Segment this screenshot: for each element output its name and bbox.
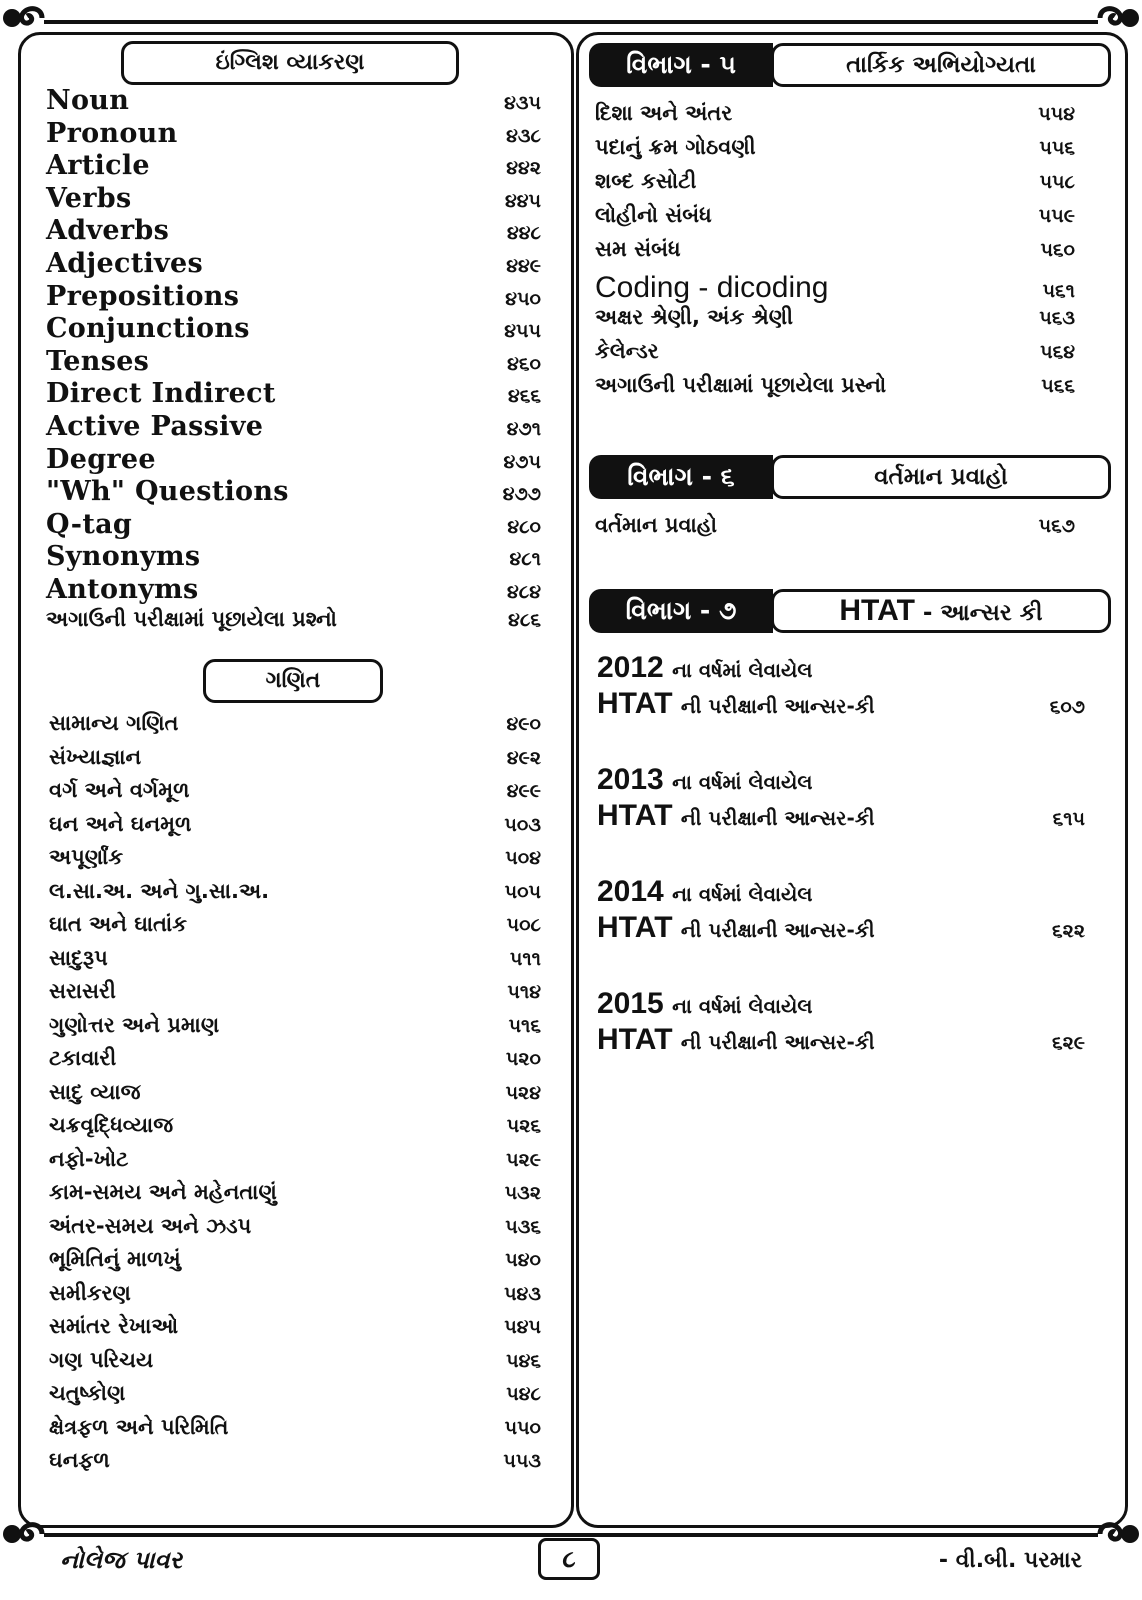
toc-entry-page: ૫૪૫ <box>504 1316 541 1338</box>
toc-entry-label: વર્ગ અને વર્ગમૂળ <box>49 778 190 802</box>
toc-entry-label: ચક્રવૃદ્ધિવ્યાજ <box>49 1113 174 1137</box>
section6-header <box>589 455 1111 499</box>
toc-row <box>46 248 541 281</box>
toc-entry-label: ઘનફળ <box>49 1448 110 1472</box>
section6-tag: વિભાગ - ૬ <box>589 455 773 499</box>
toc-entry-page: ૫૦૩ <box>504 813 541 836</box>
section7-name <box>771 589 1111 633</box>
toc-row <box>49 1314 541 1348</box>
section7-header <box>589 589 1111 633</box>
toc-entry-page: ૪૯૨ <box>506 746 541 769</box>
toc-entry-page: ૫૫૪ <box>1038 103 1075 125</box>
answer-key-line2-left <box>597 911 875 945</box>
toc-entry-page: ૪૭૧ <box>506 418 541 440</box>
toc-entry-label: કામ-સમય અને મહેનતાણું <box>49 1180 277 1204</box>
toc-entry-page: ૪૫૦ <box>505 287 541 310</box>
toc-row <box>46 541 541 574</box>
answer-key-brand: HTAT <box>597 687 673 720</box>
toc-entry-page: ૪૮૦ <box>507 515 541 538</box>
toc-row <box>49 946 541 980</box>
answer-key-entry <box>597 651 1085 723</box>
section5-tag: વિભાગ - ૫ <box>589 43 773 87</box>
toc-row <box>595 513 1075 547</box>
answer-key-line1-text: ના વર્ષમાં લેવાયેલ <box>672 658 813 682</box>
toc-row <box>46 281 541 314</box>
answer-key-line2-text: ની પરીક્ષાની આન્સર-કી <box>680 918 875 942</box>
toc-row <box>49 1448 541 1482</box>
toc-entry-label: Prepositions <box>46 280 240 312</box>
toc-entry-page: ૫૨૬ <box>506 1115 541 1137</box>
toc-row <box>46 444 541 477</box>
section7-name-brand: HTAT <box>839 594 915 627</box>
toc-entry-page: ૪૭૫ <box>503 450 541 473</box>
toc-entry-label: દિશા અને અંતર <box>595 101 733 125</box>
toc-entry-page: ૪૪૯ <box>506 255 541 277</box>
toc-entry-label: સમાંતર રેખાઓ <box>49 1314 179 1338</box>
toc-entry-page: ૫૬૬ <box>1041 375 1075 397</box>
answer-key-entry <box>597 875 1085 947</box>
answer-key-page: ૬૨૨ <box>1052 920 1085 942</box>
toc-entry-page: ૫૦૪ <box>505 847 541 869</box>
toc-entry-label: ગુણોત્તર અને પ્રમાણ <box>49 1012 220 1037</box>
toc-row <box>49 912 541 946</box>
answer-key-year: 2013 <box>597 763 664 796</box>
toc-row <box>49 1247 541 1281</box>
answer-key-brand: HTAT <box>597 799 673 832</box>
answer-key-line2 <box>597 799 1085 835</box>
toc-row <box>595 135 1075 169</box>
toc-entry-page: ૫૫૩ <box>503 1450 541 1472</box>
toc-entry-label: Coding - dicoding <box>595 271 829 304</box>
toc-row <box>49 1281 541 1315</box>
toc-entry-page: ૫૬૩ <box>1039 307 1075 329</box>
toc-entry-page: ૪૮૪ <box>506 581 541 603</box>
toc-entry-label: પદાનું ક્રમ ગોઠવણી <box>595 135 756 159</box>
toc-row <box>595 339 1075 373</box>
bottom-rule <box>44 1533 1098 1537</box>
toc-row <box>46 118 541 151</box>
answer-key-line1-text: ના વર્ષમાં લેવાયેલ <box>672 770 813 794</box>
toc-row <box>595 305 1075 339</box>
toc-entry-label: Direct Indirect <box>46 378 276 410</box>
top-rule <box>44 20 1098 24</box>
toc-entry-label: Verbs <box>46 182 132 214</box>
toc-entry-page: ૫૨૦ <box>505 1048 541 1070</box>
toc-entry-label: અગાઉની પરીક્ષામાં પૂછાયેલા પ્રસ્નો <box>595 373 887 397</box>
toc-row <box>46 411 541 444</box>
answer-key-line2 <box>597 1023 1085 1059</box>
answer-key-line1 <box>597 651 1085 687</box>
toc-entry-label: ચતુષ્કોણ <box>49 1381 126 1405</box>
swirl-ornament-icon <box>2 4 46 32</box>
toc-entry-label: સાદુરૂપ <box>49 945 108 970</box>
toc-entry-page: ૫૨૯ <box>506 1148 541 1171</box>
toc-entry-label: નફો-ખોટ <box>49 1146 129 1171</box>
toc-entry-page: ૫૦૮ <box>506 914 541 936</box>
toc-entry-label: Adverbs <box>46 215 170 247</box>
toc-row <box>46 215 541 248</box>
toc-entry-page: ૪૫૫ <box>504 320 541 343</box>
toc-row <box>49 745 541 779</box>
toc-entry-page: ૫૫૮ <box>1039 171 1075 193</box>
toc-row <box>46 183 541 216</box>
toc-entry-label: સામાન્ય ગણિત <box>49 711 179 735</box>
answer-key-brand: HTAT <box>597 1023 673 1056</box>
toc-entry-page: ૫૫૦ <box>504 1416 541 1439</box>
toc-row <box>49 711 541 745</box>
toc-row <box>49 979 541 1013</box>
section5-name: તાર્કિક અભિયોગ્યતા <box>771 43 1111 87</box>
toc-entry-page: ૫૦૫ <box>504 880 541 903</box>
toc-entry-label: Conjunctions <box>46 313 250 345</box>
toc-entry-label: શબ્દ કસોટી <box>595 169 697 193</box>
answer-key-line2-text: ની પરીક્ષાની આન્સર-કી <box>680 1030 875 1054</box>
section7-tag: વિભાગ - ૭ <box>589 589 773 633</box>
answer-key-line1 <box>597 875 1085 911</box>
answer-key-line2 <box>597 911 1085 947</box>
toc-entry-label: ગણ પરિચય <box>49 1347 154 1372</box>
toc-entry-label: લ.સા.અ. અને ગુ.સા.અ. <box>49 878 270 903</box>
answer-key-line2-text: ની પરીક્ષાની આન્સર-કી <box>680 806 875 830</box>
toc-entry-label: સમીકરણ <box>49 1280 131 1305</box>
toc-entry-page: ૫૬૪ <box>1040 341 1075 363</box>
toc-row <box>49 1180 541 1214</box>
toc-entry-label: ઘાત અને ઘાતાંક <box>49 912 187 936</box>
section5-header <box>589 43 1111 87</box>
toc-row <box>46 378 541 411</box>
section6-name: વર્તમાન પ્રવાહો <box>771 455 1111 499</box>
toc-entry-page: ૫૧૬ <box>508 1014 541 1037</box>
toc-entry-label: Pronoun <box>46 117 178 149</box>
toc-row <box>49 1415 541 1449</box>
toc-row <box>46 607 541 640</box>
answer-key-line1-text: ના વર્ષમાં લેવાયેલ <box>672 994 813 1018</box>
answer-key-brand: HTAT <box>597 911 673 944</box>
toc-row <box>49 1348 541 1382</box>
toc-row <box>595 237 1075 271</box>
toc-entry-label: ટકાવારી <box>49 1046 117 1070</box>
answer-key-line1 <box>597 987 1085 1023</box>
toc-row <box>46 476 541 509</box>
toc-entry-page: ૪૪૮ <box>506 222 541 245</box>
toc-entry-page: ૫૪૬ <box>506 1349 541 1372</box>
toc-row <box>46 346 541 379</box>
toc-row <box>46 150 541 183</box>
answer-key-line2-left <box>597 687 875 721</box>
answer-key-line1-text: ના વર્ષમાં લેવાયેલ <box>672 882 813 906</box>
answer-key-page: ૬૧૫ <box>1052 808 1085 830</box>
answer-key-entry <box>597 987 1085 1059</box>
toc-row <box>49 1113 541 1147</box>
toc-entry-label: સાદુ વ્યાજ <box>49 1079 141 1104</box>
swirl-ornament-icon <box>1096 4 1140 32</box>
answer-key-year: 2014 <box>597 875 664 908</box>
toc-entry-label: Synonyms <box>46 541 201 573</box>
toc-entry-label: Degree <box>46 443 156 475</box>
toc-entry-page: ૫૪૦ <box>505 1249 541 1271</box>
answer-key-year: 2015 <box>597 987 664 1020</box>
toc-row <box>595 203 1075 237</box>
toc-entry-page: ૪૪૫ <box>504 189 541 212</box>
toc-row <box>49 879 541 913</box>
toc-entry-label: ક્ષેત્રફળ અને પરિમિતિ <box>49 1414 229 1439</box>
toc-entry-label: Noun <box>46 85 130 116</box>
answer-key-line2-left <box>597 799 875 833</box>
toc-entry-page: ૪૮૧ <box>509 548 541 571</box>
toc-entry-page: ૪૯૦ <box>506 713 541 735</box>
toc-entry-label: સંખ્યાજ્ઞાન <box>49 744 142 769</box>
toc-entry-label: ઘન અને ઘનમૂળ <box>49 811 192 836</box>
toc-row <box>595 373 1075 407</box>
toc-entry-page: ૪૮૬ <box>508 608 541 631</box>
answer-key-page: ૬૨૯ <box>1051 1032 1085 1054</box>
toc-entry-page: ૫૩૨ <box>504 1182 541 1204</box>
toc-entry-page: ૫૪૩ <box>504 1282 541 1305</box>
toc-entry-label: Tenses <box>46 345 150 377</box>
toc-row <box>595 271 1075 305</box>
toc-row <box>49 1214 541 1248</box>
footer-author: - વી.બી. પરમાર <box>938 1548 1082 1573</box>
toc-entry-label: લોહીનો સંબંધ <box>595 203 712 227</box>
toc-entry-page: ૪૯૯ <box>506 780 541 802</box>
toc-entry-label: સરાસરી <box>49 979 116 1003</box>
answer-key-line1 <box>597 763 1085 799</box>
toc-entry-page: ૫૨૪ <box>505 1081 541 1104</box>
toc-entry-page: ૪૪૨ <box>506 157 541 180</box>
toc-row <box>46 313 541 346</box>
toc-row <box>49 1046 541 1080</box>
toc-row <box>49 845 541 879</box>
toc-row <box>49 778 541 812</box>
toc-entry-page: ૪૬૬ <box>507 385 541 408</box>
section6-list <box>595 513 1075 553</box>
toc-entry-label: ભૂમિતિનું માળખું <box>49 1247 181 1271</box>
toc-row <box>49 812 541 846</box>
toc-entry-label: અગાઉની પરીક્ષામાં પૂછાયેલા પ્રશ્નો <box>46 606 337 631</box>
english-grammar-title: ઇંગ્લિશ વ્યાકરણ <box>121 41 459 85</box>
toc-entry-label: અક્ષર શ્રેણી, અંક શ્રેણી <box>595 305 794 329</box>
answer-key-line2 <box>597 687 1085 723</box>
toc-entry-label: Q-tag <box>46 508 133 540</box>
toc-row <box>46 509 541 542</box>
toc-entry-label: અંતર-સમય અને ઝડપ <box>49 1213 252 1238</box>
toc-row <box>49 1013 541 1047</box>
toc-entry-label: Active Passive <box>46 411 264 442</box>
section5-list <box>595 101 1075 411</box>
answer-key-year: 2012 <box>597 651 664 684</box>
toc-row <box>595 101 1075 135</box>
toc-row <box>49 1147 541 1181</box>
toc-row <box>49 1080 541 1114</box>
answer-key-line2-text: ની પરીક્ષાની આન્સર-કી <box>680 694 875 718</box>
toc-entry-label: Adjectives <box>46 248 204 279</box>
toc-entry-page: ૪૩૫ <box>504 92 541 114</box>
toc-entry-page: ૫૧૧ <box>509 947 541 970</box>
toc-entry-label: સમ સંબંધ <box>595 237 681 261</box>
toc-entry-page: ૫૫૬ <box>1039 137 1075 159</box>
left-panel <box>18 32 574 1528</box>
answer-key-page: ૬૦૭ <box>1049 696 1085 718</box>
toc-row <box>595 169 1075 203</box>
toc-row <box>46 85 541 118</box>
toc-entry-page: ૪૭૭ <box>502 483 541 506</box>
toc-entry-page: ૪૬૦ <box>507 352 541 375</box>
toc-entry-page: ૫૬૧ <box>1042 280 1075 302</box>
toc-entry-page: ૫૧૪ <box>507 981 541 1003</box>
answer-key-entry <box>597 763 1085 835</box>
toc-entry-label: વર્તમાન પ્રવાહો <box>595 513 717 537</box>
swirl-ornament-icon <box>1096 1520 1140 1548</box>
toc-entry-label: "Wh" Questions <box>46 476 289 508</box>
toc-entry-page: ૫૫૯ <box>1038 205 1075 227</box>
toc-entry-page: ૫૪૮ <box>506 1383 541 1405</box>
toc-entry-label: Article <box>46 150 150 182</box>
swirl-ornament-icon <box>2 1520 46 1548</box>
toc-entry-page: ૫૬૭ <box>1038 515 1075 537</box>
maths-title: ગણિત <box>203 659 383 703</box>
answer-key-line2-left <box>597 1023 875 1057</box>
toc-entry-label: અપૂર્ણાંક <box>49 845 124 869</box>
toc-entry-label: Antonyms <box>46 574 199 605</box>
toc-entry-label: કેલેન્ડર <box>595 339 659 363</box>
section7-name-rest: - આન્સર કી <box>922 600 1043 626</box>
footer-page-number: ૮ <box>538 1538 600 1580</box>
toc-entry-page: ૪૩૮ <box>506 124 541 147</box>
maths-list <box>49 711 541 1511</box>
toc-entry-page: ૫૬૦ <box>1040 239 1075 261</box>
english-grammar-list <box>46 85 541 645</box>
toc-row <box>46 574 541 607</box>
toc-entry-page: ૫૩૬ <box>505 1215 541 1238</box>
toc-row <box>49 1381 541 1415</box>
footer-book-title: નોલેજ પાવર <box>60 1546 182 1574</box>
right-panel <box>576 32 1128 1528</box>
